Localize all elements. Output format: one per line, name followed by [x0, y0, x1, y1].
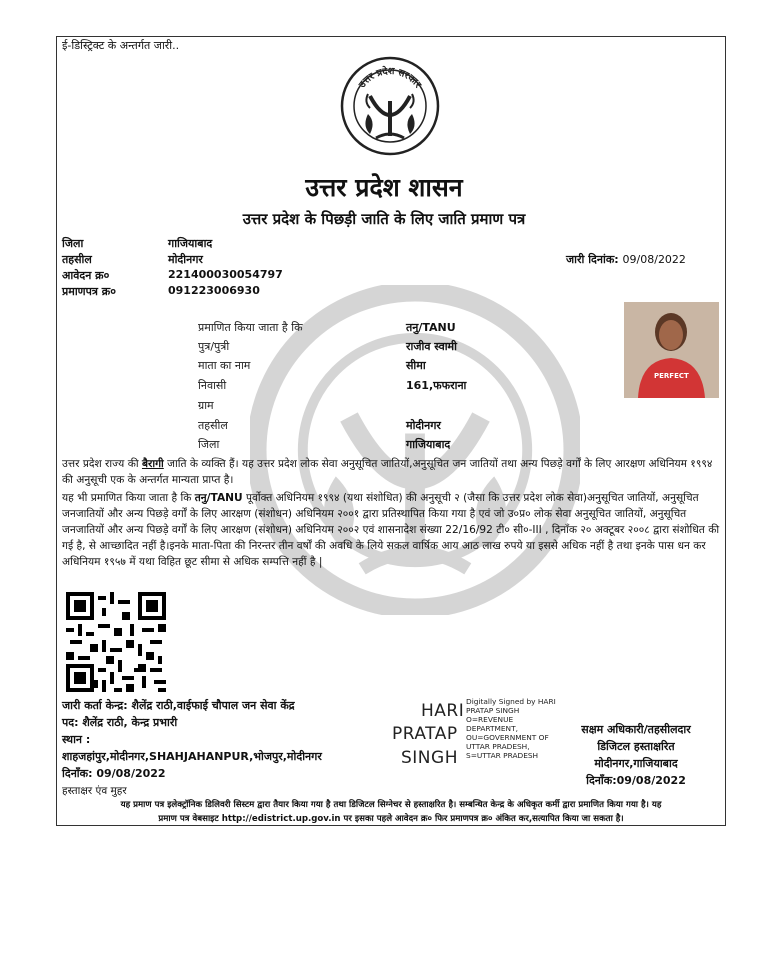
signature-name-line1: HARI: [421, 701, 465, 721]
caste-name: बैरागी: [141, 458, 164, 470]
detail-label: पुत्र/पुत्री: [198, 340, 230, 353]
signature-seal-label: हस्ताक्षर एंव मुहर: [62, 785, 127, 797]
application-label: आवेदन क्र०: [62, 269, 110, 282]
caste-paragraph: [62, 456, 722, 488]
emblem-text: उत्तर प्रदेश सरकार: [356, 65, 424, 91]
detail-value: मोदीनगर: [406, 419, 441, 432]
issuer-post: पद: शैलेंद्र राठी, केन्द्र प्रभारी: [62, 716, 178, 729]
detail-value: 161,फफराना: [406, 379, 467, 392]
digital-sign-line: UTTAR PRADESH,: [466, 742, 530, 751]
issue-date: [566, 252, 686, 267]
issuing-center: जारी कर्ता केन्द्र: शैलेंद्र राठी,वाईफाई चौपाल जन सेवा केंद्र: [62, 699, 295, 712]
photo-shirt-text: PERFECT: [654, 372, 689, 380]
header-note: ई-डिस्ट्रिक्ट के अन्तर्गत जारी..: [62, 39, 180, 52]
district-value: गाजियाबाद: [168, 237, 213, 250]
detail-label: प्रमाणित किया जाता है कि: [198, 321, 303, 334]
footer-line: प्रमाण पत्र वेबसाइट http://edistrict.up.gov.in पर इसका पहले आवेदन क्र० फिर प्रमाणपत्र क्र० अंकित कर,सत्यापित किया जा सकता है।: [158, 814, 624, 824]
district-label: जिला: [62, 237, 84, 250]
place-label: स्थान :: [62, 733, 91, 746]
digital-signature-details: [466, 697, 556, 760]
para1-text-end: जाति के व्यक्ति हैं। यह उत्तर प्रदेश लोक सेवा अनुसूचित जातियों,अनुसूचित जन जातियों तथा अन्य पिछड़े वर्गों के लिए आरक्षण अधिनियम १९९४ की अनुसूची एक के अन्तर्गत मान्यता प्राप्त है।: [62, 458, 713, 486]
issue-date-label: जारी दिनांक:: [566, 253, 619, 266]
detail-label: निवासी: [198, 379, 227, 392]
issuer-date: दिनाँक: 09/08/2022: [62, 767, 166, 780]
detail-label: जिला: [198, 438, 220, 451]
detail-value: राजीव स्वामी: [406, 340, 457, 353]
certificate-label: प्रमाणपत्र क्र०: [62, 285, 116, 298]
signature-name-line3: SINGH: [401, 748, 458, 768]
detail-value: तनु/TANU: [406, 321, 456, 334]
authority-title: सक्षम अधिकारी/तहसीलदार: [581, 723, 691, 736]
para2-text-end: पूर्वोक्त अधिनियम १९९४ (यथा संशोधित) की अनुसूची २ (जैसा कि उत्तर प्रदेश लोक सेवा)अनुसूचित जातियों, अनुसूचित जनजातियों और अन्य पिछड़े वर्गों के लिए आरक्षण (संशोधन) अधिनियम २००१ द्वारा प्रतिस्थापित किया गया है एवं जो उ०प्र० लोक सेवा अनुसूचित जातियों, अनुसूचित जनजातियों और अन्य पिछड़े वर्गों के लिए आरक्षण (संशोधन) अधिनियम २००२ एवं शासनादेश संख्या 22/16/92 टी० सी०-III , दिनाँक २० अक्टूबर २००८ द्वारा संशोधित की गई है, से आच्छादित नहीं है।इनके माता-पिता की निरन्तर तीन वर्षों की अवधि के लिये सकल वार्षिक आय आठ लाख रुपये या इससे अधिक नहीं है तथा इनके पास धन कर अधिनियम १९५७ में यथा विहित छूट सीमा से अधिक सम्पत्ति नहीं है |: [62, 492, 720, 568]
digital-sign-line: OU=GOVERNMENT OF: [466, 733, 549, 742]
digital-sign-line: S=UTTAR PRADESH: [466, 751, 539, 760]
tehsil-label: तहसील: [62, 253, 92, 266]
digital-sign-line: Digitally Signed by HARI: [466, 697, 556, 706]
place-value: शाहजहांपुर,मोदीनगर,SHAHJAHANPUR,भोजपुर,मोदीनगर: [62, 750, 322, 763]
certificate-number: 091223006930: [168, 284, 260, 297]
digital-sign-line: O=REVENUE: [466, 715, 514, 724]
certification-paragraph: [62, 490, 722, 570]
up-emblem-icon: [340, 56, 440, 156]
digital-sign-line: PRATAP SINGH: [466, 706, 520, 715]
digital-sign-line: DEPARTMENT,: [466, 724, 518, 733]
authority-date: दिनाँक:09/08/2022: [586, 774, 686, 787]
authority-location: मोदीनगर,गाजियाबाद: [594, 757, 678, 770]
person-photo-icon: [624, 302, 719, 398]
applicant-photo: [624, 302, 719, 398]
para2-text: यह भी प्रमाणित किया जाता है कि: [62, 492, 195, 504]
detail-value: सीमा: [406, 359, 426, 372]
detail-value: गाजियाबाद: [406, 438, 451, 451]
footer-line: यह प्रमाण पत्र इलेक्ट्रॉनिक डिलिवरी सिस्टम द्वारा तैयार किया गया है तथा डिजिटल सिग्नेचर से हस्ताक्षरित है। सम्बन्धित केन्द्र के अधिकृत कर्मी द्वारा प्रमाणित किया गया है। यह: [120, 800, 662, 810]
detail-label: तहसील: [198, 419, 228, 432]
detail-label: माता का नाम: [198, 359, 251, 372]
signature-name-line2: PRATAP: [392, 724, 458, 744]
certificate-subtitle: उत्तर प्रदेश के पिछड़ी जाति के लिए जाति प्रमाण पत्र: [242, 210, 526, 228]
applicant-name: तनु/TANU: [194, 492, 243, 504]
application-number: 221400030054797: [168, 268, 283, 281]
qr-code-icon: [66, 592, 166, 692]
tehsil-value: मोदीनगर: [168, 253, 203, 266]
para1-text: उत्तर प्रदेश राज्य की: [62, 458, 142, 470]
detail-label: ग्राम: [198, 399, 214, 412]
issue-date-value: 09/08/2022: [622, 253, 686, 266]
authority-digital: डिजिटल हस्ताक्षरित: [597, 740, 675, 753]
page-title: उत्तर प्रदेश शासन: [305, 173, 463, 202]
svg-text:उत्तर प्रदेश सरकार: [356, 65, 424, 91]
